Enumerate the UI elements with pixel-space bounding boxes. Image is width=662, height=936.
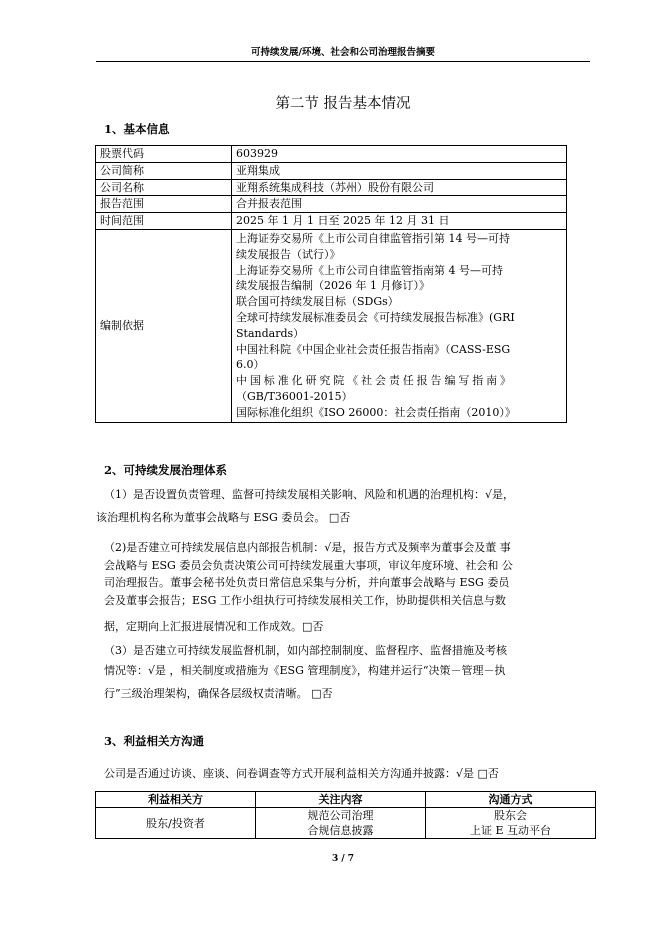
basis-line: 上海证券交易所《上市公司自律监管指引第 14 号—可持 — [236, 231, 510, 245]
basis-line: 中国社科院《中国企业社会责任报告指南》（CASS-ESG — [236, 342, 511, 356]
row-value: 2025 年 1 月 1 日至 2025 年 12 月 31 日 — [232, 213, 567, 230]
row-label: 报告范围 — [96, 196, 232, 213]
cell-party: 股东/投资者 — [96, 808, 256, 839]
row-label: 公司名称 — [96, 179, 232, 196]
concern-item: 合规信息披露 — [307, 824, 374, 837]
governance-para-2 — [104, 540, 513, 635]
channel-item: 股东会 — [494, 809, 527, 822]
stakeholder-intro: 公司是否通过访谈、座谈、问卷调查等方式开展利益相关方沟通并披露：√是 □否 — [104, 767, 499, 780]
para-line: 会战略与 ESG 委员会负责决策公司可持续发展重大事项，审议年度环境、社会和 公 — [104, 558, 513, 572]
para-line: （1）是否设置负责管理、监督可持续发展相关影响、风险和机遇的治理机构：√是， — [104, 488, 515, 501]
cell-channels — [426, 808, 596, 839]
page-header: 可持续发展/环境、社会和公司治理报告摘要 — [251, 47, 435, 58]
para-line: 该治理机构名称为董事会战略与 ESG 委员会。 □否 — [96, 511, 351, 524]
row-value: 亚翔系统集成科技（苏州）股份有限公司 — [232, 179, 567, 196]
section-title: 第二节 报告基本情况 — [275, 96, 411, 112]
para-line: 行”三级治理架构，确保各层级权责清晰。 □否 — [104, 687, 333, 700]
basis-line: 全球可持续发展标准委员会《可持续发展报告标准》(GRI — [236, 310, 515, 324]
row-label: 股票代码 — [96, 146, 232, 163]
governance-para-1 — [96, 487, 515, 526]
channel-item: 上证 E 互动平台 — [469, 824, 552, 837]
concern-item: 规范公司治理 — [307, 809, 374, 822]
basis-line: 联合国可持续发展目标（SDGs） — [236, 295, 399, 309]
basic-info-table — [95, 145, 567, 423]
para-line: 司治理报告。董事会秘书处负责日常信息采集与分析，并向董事会战略与 ESG 委员 — [104, 576, 510, 589]
table-row — [96, 808, 596, 839]
stakeholder-table — [95, 791, 596, 839]
heading-stakeholder: 3、利益相关方沟通 — [104, 734, 205, 748]
cell-concerns — [256, 808, 426, 839]
basis-line: 国际标准化组织《ISO 26000：社会责任指南（2010）》 — [236, 405, 516, 419]
governance-para-3 — [104, 643, 507, 702]
row-value: 603929 — [232, 146, 567, 163]
para-line: 据，定期向上汇报进展情况和工作成效。□否 — [104, 619, 324, 633]
page-number: 3 / 7 — [331, 854, 355, 864]
basis-line: 中 国 标 准 化 研 究 院 《 社 会 责 任 报 告 编 写 指 南 》 — [236, 374, 511, 388]
para-line: 会及董事会报告；ESG 工作小组执行可持续发展相关工作，协助提供相关信息与数 — [104, 593, 506, 607]
basis-line: 续发展报告编制（2026 年 1 月修订）》 — [236, 279, 430, 293]
para-line: （3）是否建立可持续发展监督机制，如内部控制制度、监督程序、监督措施及考核 — [104, 644, 507, 657]
basis-line: Standards） — [236, 326, 305, 340]
column-header: 利益相关方 — [96, 792, 256, 808]
table-row — [96, 229, 567, 422]
table-row — [96, 196, 567, 213]
heading-governance: 2、可持续发展治理体系 — [104, 463, 228, 477]
para-line: 情况等：√是 ，相关制度或措施为《ESG 管理制度》，构建并运行“决策－管理－执 — [104, 664, 506, 677]
heading-basic-info: 1、基本信息 — [104, 122, 170, 136]
table-row — [96, 146, 567, 163]
column-header: 关注内容 — [256, 792, 426, 808]
row-value: 合并报表范围 — [232, 196, 567, 213]
row-value: 亚翔集成 — [232, 162, 567, 179]
column-header: 沟通方式 — [426, 792, 596, 808]
basis-line: 上海证券交易所《上市公司自律监管指南第 4 号—可持 — [236, 263, 503, 277]
row-label: 公司简称 — [96, 162, 232, 179]
table-header-row — [96, 792, 596, 808]
basis-line: 6.0） — [236, 358, 265, 372]
table-row — [96, 179, 567, 196]
header-rule — [96, 61, 590, 62]
table-row — [96, 213, 567, 230]
basis-line: （GB/T36001-2015） — [236, 389, 353, 403]
para-line: （2)是否建立可持续发展信息内部报告机制：√是，报告方式及频率为董事会及董 事 — [104, 541, 511, 554]
row-label: 编制依据 — [96, 229, 232, 422]
basis-line: 续发展报告（试行）》 — [236, 247, 341, 261]
basis-cell — [232, 229, 567, 422]
row-label: 时间范围 — [96, 213, 232, 230]
table-row — [96, 162, 567, 179]
